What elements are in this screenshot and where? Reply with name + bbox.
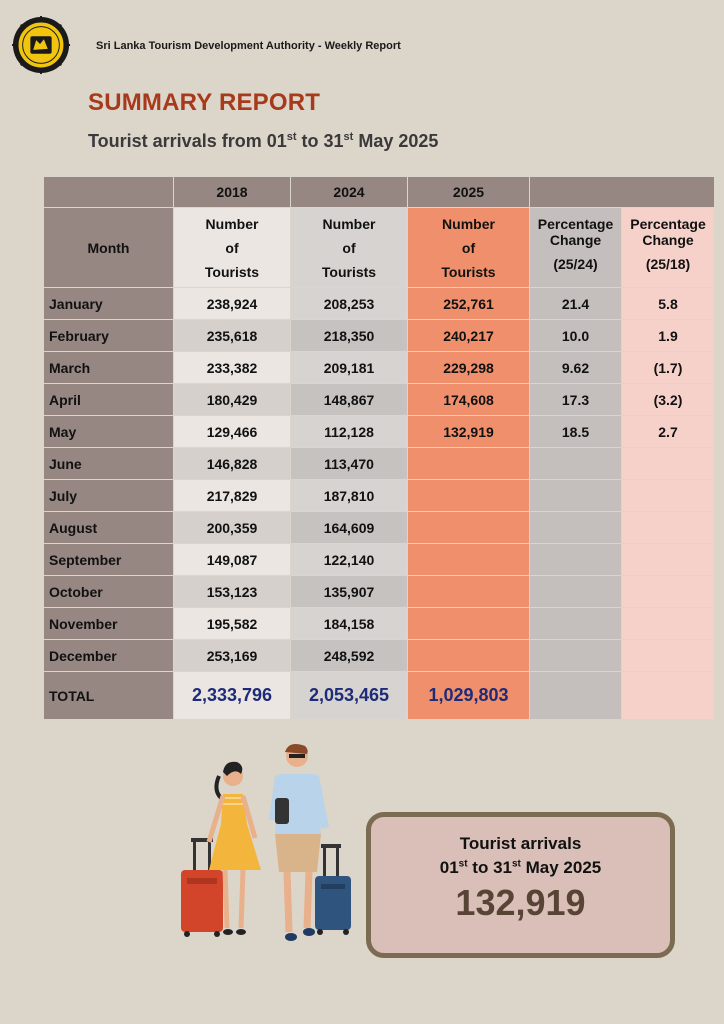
- pct-25-18: (3.2): [622, 384, 715, 416]
- pct-25-18: [622, 512, 715, 544]
- highlight-label: Tourist arrivals: [459, 834, 582, 853]
- total-label: TOTAL: [44, 672, 174, 720]
- table-row: [44, 512, 715, 544]
- sltda-emblem-icon: [12, 16, 70, 74]
- value-2024: 218,350: [291, 320, 408, 352]
- value-2018: 153,123: [174, 576, 291, 608]
- value-2018: 217,829: [174, 480, 291, 512]
- header-number-2025: Number of Tourists: [408, 208, 530, 288]
- header-month: Month: [44, 208, 174, 288]
- header-number-2024: Number of Tourists: [291, 208, 408, 288]
- month-cell: October: [44, 576, 174, 608]
- value-2018: 233,382: [174, 352, 291, 384]
- pct-25-18: [622, 640, 715, 672]
- value-2025: [408, 480, 530, 512]
- header-year-2018: 2018: [174, 177, 291, 208]
- value-2024: 135,907: [291, 576, 408, 608]
- table-row: [44, 608, 715, 640]
- pct-25-24: [530, 448, 622, 480]
- pct-25-18: [622, 576, 715, 608]
- table-row: [44, 352, 715, 384]
- pct-25-24: [530, 512, 622, 544]
- month-cell: November: [44, 608, 174, 640]
- month-cell: September: [44, 544, 174, 576]
- total-2025: 1,029,803: [408, 672, 530, 720]
- value-2024: 112,128: [291, 416, 408, 448]
- value-2025: 252,761: [408, 288, 530, 320]
- value-2025: [408, 640, 530, 672]
- pct-25-18: (1.7): [622, 352, 715, 384]
- organization-name: Sri Lanka Tourism Development Authority - Weekly Report: [96, 40, 401, 52]
- pct-25-24: [530, 544, 622, 576]
- value-2025: 132,919: [408, 416, 530, 448]
- month-cell: January: [44, 288, 174, 320]
- pct-25-24: 18.5: [530, 416, 622, 448]
- travelers-illustration: [175, 742, 355, 952]
- total-pct-25-24: [530, 672, 622, 720]
- pct-25-24: [530, 576, 622, 608]
- value-2024: 208,253: [291, 288, 408, 320]
- value-2018: 180,429: [174, 384, 291, 416]
- header-year-2024: 2024: [291, 177, 408, 208]
- table-row: [44, 544, 715, 576]
- pct-25-18: 2.7: [622, 416, 715, 448]
- header-number-2018: Number of Tourists: [174, 208, 291, 288]
- value-2024: 248,592: [291, 640, 408, 672]
- month-cell: March: [44, 352, 174, 384]
- header-pct-25-24: Percentage Change (25/24): [530, 208, 622, 288]
- table-row: [44, 640, 715, 672]
- total-pct-25-18: [622, 672, 715, 720]
- value-2024: 113,470: [291, 448, 408, 480]
- highlight-period: 01st to 31st May 2025: [439, 858, 602, 877]
- table-row: [44, 320, 715, 352]
- value-2024: 164,609: [291, 512, 408, 544]
- value-2024: 187,810: [291, 480, 408, 512]
- pct-25-24: [530, 640, 622, 672]
- table-row: [44, 384, 715, 416]
- table-row: [44, 576, 715, 608]
- value-2018: 200,359: [174, 512, 291, 544]
- value-2018: 195,582: [174, 608, 291, 640]
- total-2024: 2,053,465: [291, 672, 408, 720]
- arrivals-highlight-box: [366, 812, 675, 958]
- value-2018: 238,924: [174, 288, 291, 320]
- pct-25-24: [530, 608, 622, 640]
- value-2024: 122,140: [291, 544, 408, 576]
- header-pct-25-18: Percentage Change (25/18): [622, 208, 715, 288]
- pct-25-18: [622, 544, 715, 576]
- month-cell: February: [44, 320, 174, 352]
- pct-25-24: 17.3: [530, 384, 622, 416]
- value-2018: 149,087: [174, 544, 291, 576]
- page-subtitle: Tourist arrivals from 01st to 31st May 2025: [88, 131, 439, 151]
- pct-25-18: 1.9: [622, 320, 715, 352]
- pct-25-24: 10.0: [530, 320, 622, 352]
- value-2024: 148,867: [291, 384, 408, 416]
- value-2018: 146,828: [174, 448, 291, 480]
- value-2018: 253,169: [174, 640, 291, 672]
- value-2018: 129,466: [174, 416, 291, 448]
- header-blank-pct: [530, 177, 715, 208]
- pct-25-18: [622, 448, 715, 480]
- table-row: [44, 416, 715, 448]
- value-2025: 229,298: [408, 352, 530, 384]
- page-title: SUMMARY REPORT: [88, 89, 321, 116]
- month-cell: August: [44, 512, 174, 544]
- highlight-value: 132,919: [455, 882, 586, 923]
- month-cell: December: [44, 640, 174, 672]
- table-row: [44, 448, 715, 480]
- total-2018: 2,333,796: [174, 672, 291, 720]
- pct-25-18: [622, 480, 715, 512]
- month-cell: April: [44, 384, 174, 416]
- month-cell: July: [44, 480, 174, 512]
- value-2025: [408, 576, 530, 608]
- pct-25-18: 5.8: [622, 288, 715, 320]
- value-2024: 209,181: [291, 352, 408, 384]
- table-row: [44, 480, 715, 512]
- month-cell: May: [44, 416, 174, 448]
- pct-25-24: [530, 480, 622, 512]
- value-2018: 235,618: [174, 320, 291, 352]
- value-2025: [408, 544, 530, 576]
- header-year-2025: 2025: [408, 177, 530, 208]
- value-2025: 240,217: [408, 320, 530, 352]
- pct-25-24: 21.4: [530, 288, 622, 320]
- header-blank: [44, 177, 174, 208]
- table-row: [44, 288, 715, 320]
- arrivals-table: [43, 176, 715, 720]
- value-2025: [408, 608, 530, 640]
- value-2024: 184,158: [291, 608, 408, 640]
- value-2025: [408, 512, 530, 544]
- pct-25-18: [622, 608, 715, 640]
- month-cell: June: [44, 448, 174, 480]
- value-2025: [408, 448, 530, 480]
- value-2025: 174,608: [408, 384, 530, 416]
- pct-25-24: 9.62: [530, 352, 622, 384]
